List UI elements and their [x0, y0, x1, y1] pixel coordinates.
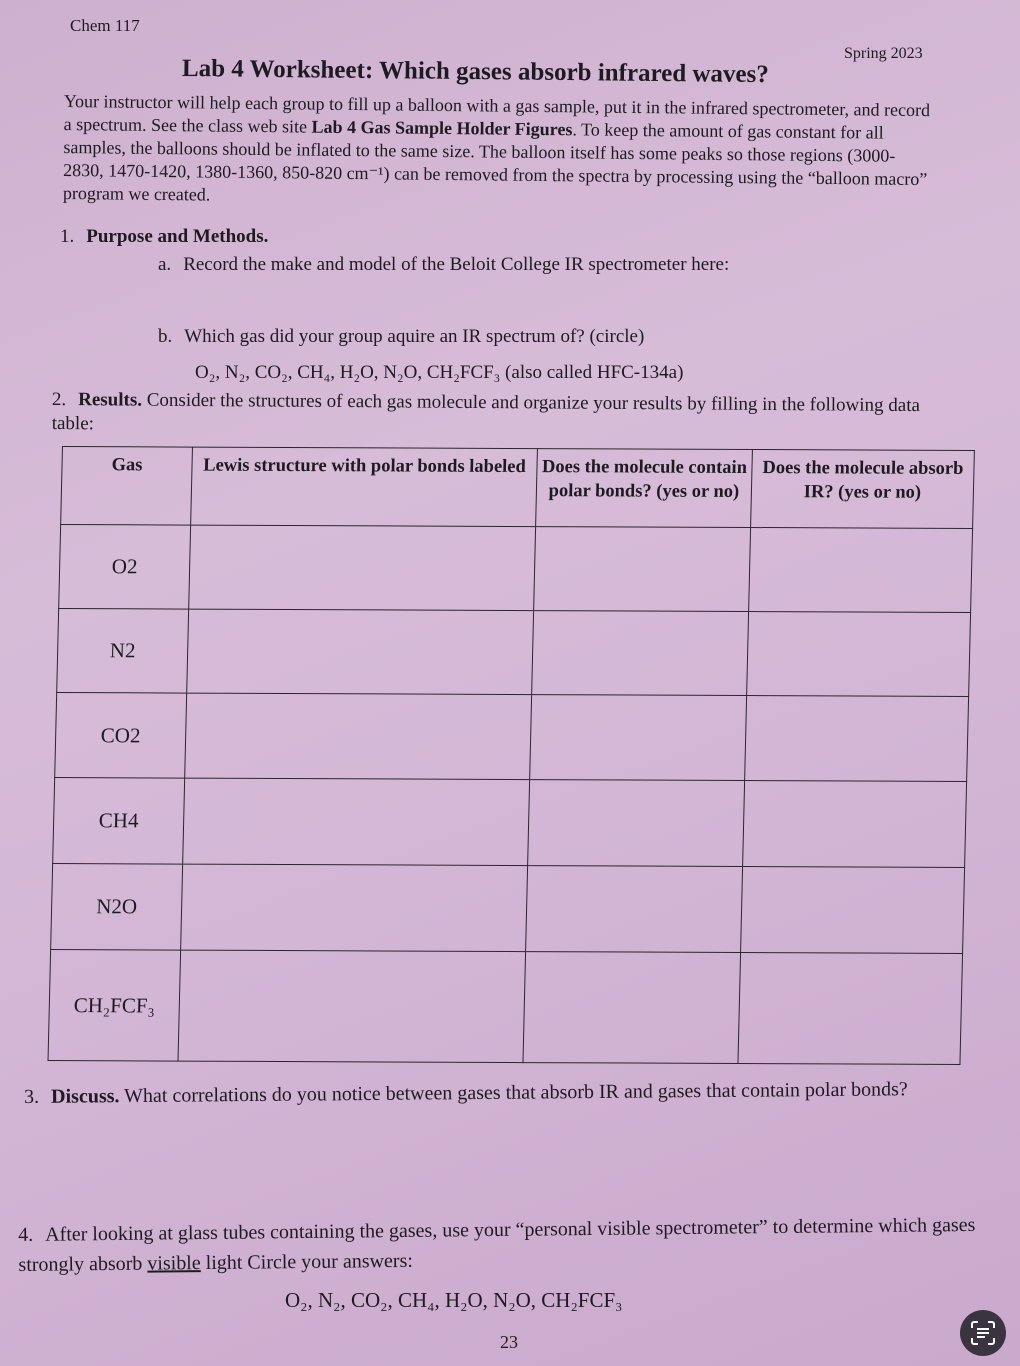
term-label: Spring 2023	[844, 45, 923, 62]
question-1a	[158, 254, 729, 276]
lewis-cell[interactable]	[181, 864, 528, 952]
intro-text-1: Your instructor will help each group to fill up a balloon with a gas sample, put it in the infrared spectrometer, and record a spectrum. See the class web site	[63, 90, 931, 137]
section-4	[18, 1210, 989, 1280]
section-2-number: 2.	[51, 388, 67, 411]
section-4-number: 4.	[18, 1223, 34, 1246]
polar-cell[interactable]	[528, 780, 745, 867]
polar-cell[interactable]	[530, 695, 747, 781]
polar-cell[interactable]	[523, 952, 741, 1064]
gas-options-4: O₂, N₂, CO₂, CH₄, H₂O, N₂O, CH₂FCF₃	[285, 1288, 623, 1312]
absorb-cell[interactable]	[738, 953, 963, 1065]
table-row	[55, 692, 969, 781]
section-3-title: Discuss.	[51, 1085, 120, 1108]
question-1b-letter: b.	[158, 326, 173, 347]
table-row	[51, 863, 965, 953]
page-number: 23	[500, 1332, 518, 1352]
course-label: Chem 117	[70, 16, 140, 35]
intro-bold-link: Lab 4 Gas Sample Holder Figures	[311, 116, 573, 140]
absorb-cell[interactable]	[741, 867, 965, 954]
section-4-underlined: visible	[147, 1252, 201, 1275]
question-1a-letter: a.	[158, 254, 172, 275]
lewis-cell[interactable]	[187, 609, 534, 695]
section-4-text-2: light Circle your answers:	[200, 1249, 413, 1275]
section-2-title: Results.	[78, 389, 143, 411]
question-1b-text: Which gas did your group aquire an IR spectrum of? (circle)	[184, 326, 645, 347]
section-1-number: 1.	[60, 226, 75, 247]
header-gas: Gas	[61, 447, 193, 526]
gas-cell: N2	[57, 609, 189, 694]
section-3-text: What correlations do you notice between gases that absorb IR and gases that contain polar bonds?	[124, 1078, 908, 1108]
intro-paragraph	[63, 90, 934, 214]
absorb-cell[interactable]	[745, 696, 969, 782]
gas-options-1b: O₂, N₂, CO₂, CH₄, H₂O, N₂O, CH₂FCF₃ (also called HFC-134a)	[195, 362, 684, 383]
text-scan-icon[interactable]	[960, 1310, 1006, 1356]
section-1-heading	[60, 226, 268, 248]
absorb-cell[interactable]	[743, 781, 967, 868]
results-table	[48, 446, 974, 1064]
absorb-cell[interactable]	[747, 612, 971, 697]
intro-text-2: . To keep the amount of gas constant for all samples, the balloons should be inflated to the same size. The balloon itself has some peaks so those regions (3000-2830, 1470-1420, 1380-1360, 850-820 cm⁻¹) can be removed from the spectra by processing using the “balloon macro” program we created.	[62, 119, 928, 205]
section-3	[24, 1074, 984, 1112]
section-3-number: 3.	[24, 1085, 40, 1108]
table-row	[53, 777, 967, 867]
header-absorb: Does the molecule absorb IR? (yes or no)	[751, 450, 975, 529]
gas-cell: O2	[59, 525, 191, 610]
polar-cell[interactable]	[532, 611, 749, 696]
table-row	[57, 609, 971, 697]
section-4-text-1: After looking at glass tubes containing the gases, use your “personal visible spectrometer” to determine which gases strongly absorb	[18, 1213, 976, 1276]
lewis-cell[interactable]	[185, 693, 532, 780]
gas-cell: N2O	[51, 863, 183, 950]
gas-cell: CH4	[53, 777, 185, 864]
section-2-text: Consider the structures of each gas molecule and organize your results by filling in the following data table:	[51, 389, 921, 435]
lewis-cell[interactable]	[189, 525, 536, 611]
text-scan-glyph	[970, 1320, 996, 1346]
question-1b	[158, 326, 644, 348]
section-1-title: Purpose and Methods.	[86, 226, 269, 247]
table-header-row	[61, 447, 975, 529]
absorb-cell[interactable]	[749, 528, 973, 613]
table-row	[48, 949, 963, 1064]
lewis-cell[interactable]	[178, 950, 526, 1063]
gas-cell: CO2	[55, 692, 187, 778]
lewis-cell[interactable]	[183, 778, 530, 866]
section-2	[52, 388, 952, 442]
header-lewis: Lewis structure with polar bonds labeled	[191, 447, 538, 527]
gas-cell: CH₂FCF₃	[48, 949, 181, 1061]
table-row	[59, 525, 973, 613]
question-1a-text: Record the make and model of the Beloit College IR spectrometer here:	[183, 254, 730, 275]
polar-cell[interactable]	[534, 527, 751, 612]
polar-cell[interactable]	[526, 866, 743, 953]
header-polar: Does the molecule contain polar bonds? (yes or no)	[536, 449, 753, 528]
worksheet-title: Lab 4 Worksheet: Which gases absorb infrared waves?	[181, 55, 769, 89]
